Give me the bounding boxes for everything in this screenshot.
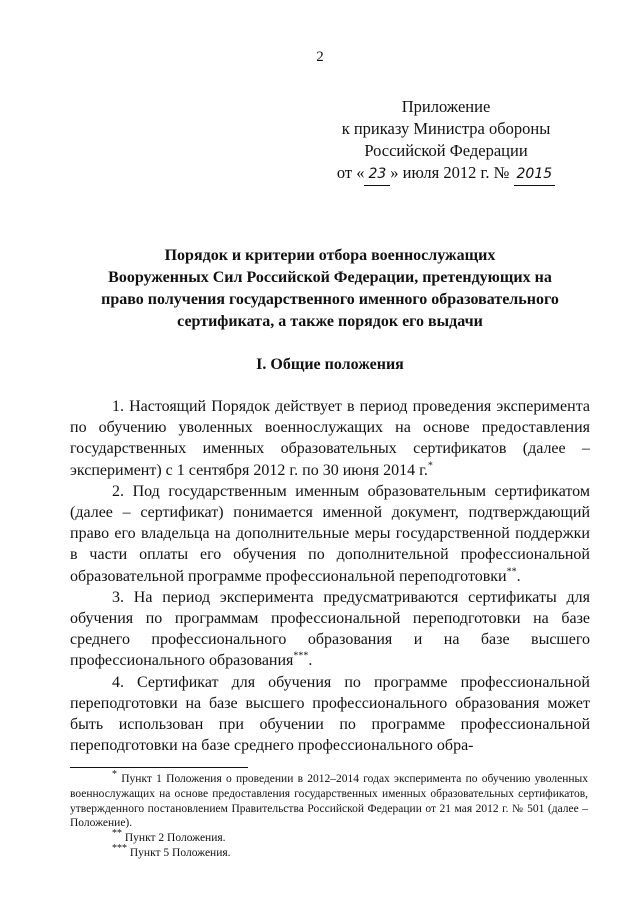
handwritten-date-day: 23 <box>364 163 390 186</box>
body-text <box>70 396 590 756</box>
title-line-1: Порядок и критерии отбора военнослужащих <box>164 247 496 264</box>
appendix-order-line: к приказу Министра обороны <box>341 119 551 138</box>
footnote-divider <box>70 767 248 768</box>
footnote-1 <box>70 769 588 831</box>
appendix-header <box>300 96 592 186</box>
footnote-2-mark: ** <box>112 828 122 840</box>
footnote-3 <box>70 843 588 861</box>
paragraph-4: 4. Сертификат для обучения по программе профессиональной переподготовки на базе высшего профессионального образования может быть использован при обучении по программе профессиональной переподготовки на базе среднего профессионального обра- <box>70 673 590 755</box>
paragraph-2-text: 2. Под государственным именным образовательным сертификатом (далее – сертификат) понимается именной документ, подтверждающий право его владельца на дополнительные меры государственной поддержки в части оплаты его обучения по дополнительной профессиональной образовательной программе профессиональной переподготовки <box>70 482 590 585</box>
footnote-3-text: Пункт 5 Положения. <box>127 846 231 859</box>
paragraph-1 <box>70 396 590 481</box>
date-middle: » июля 2012 г. № <box>390 163 510 182</box>
appendix-label: Приложение <box>401 97 491 116</box>
footnote-1-text: Пункт 1 Положения о проведении в 2012–2014 годах эксперимента по обучению уволенных военнослужащих на основе предоставления государственных именных образовательных сертификатов, утвержденного постановлением Правительства Российской Федерации от 21 мая 2012 г. № 501 (далее – Положение). <box>70 773 588 830</box>
footnote-2-text: Пункт 2 Положения. <box>122 832 226 845</box>
footnote-3-mark: *** <box>112 843 127 855</box>
footnote-mark-3: *** <box>293 651 309 663</box>
paragraph-2-end: . <box>516 567 521 585</box>
footnotes <box>70 769 588 861</box>
appendix-date-line <box>300 162 592 186</box>
footnote-mark-1: * <box>427 460 433 472</box>
document-title <box>70 245 590 333</box>
footnote-1-mark: * <box>112 769 117 781</box>
paragraph-2 <box>70 481 590 587</box>
footnote-2 <box>70 828 588 846</box>
paragraph-3-end: . <box>308 652 313 670</box>
date-prefix: от « <box>336 163 365 182</box>
appendix-country-line: Российской Федерации <box>364 141 528 160</box>
title-line-3: право получения государственного именного образовательного <box>101 291 559 308</box>
section-title: I. Общие положения <box>256 356 404 373</box>
title-line-4: сертификата, а также порядок его выдачи <box>177 313 483 330</box>
paragraph-1-text: 1. Настоящий Порядок действует в период проведения эксперимента по обучению уволенных военнослужащих на основе предоставления государственных именных образовательных сертификатов (далее – эксперимент) с 1 сентября 2012 г. по 30 июня 2014 г. <box>70 398 590 479</box>
handwritten-order-number: 2015 <box>514 163 556 186</box>
paragraph-3 <box>70 587 590 672</box>
page-number: 2 <box>316 49 324 65</box>
title-line-2: Вооруженных Сил Российской Федерации, претендующих на <box>108 269 552 286</box>
paragraph-3-text: 3. На период эксперимента предусматриваются сертификаты для обучения по программам профессиональной переподготовки на базе среднего профессионального образования и на базе высшего профессионального образования <box>70 588 590 670</box>
footnote-mark-2: ** <box>506 566 517 578</box>
